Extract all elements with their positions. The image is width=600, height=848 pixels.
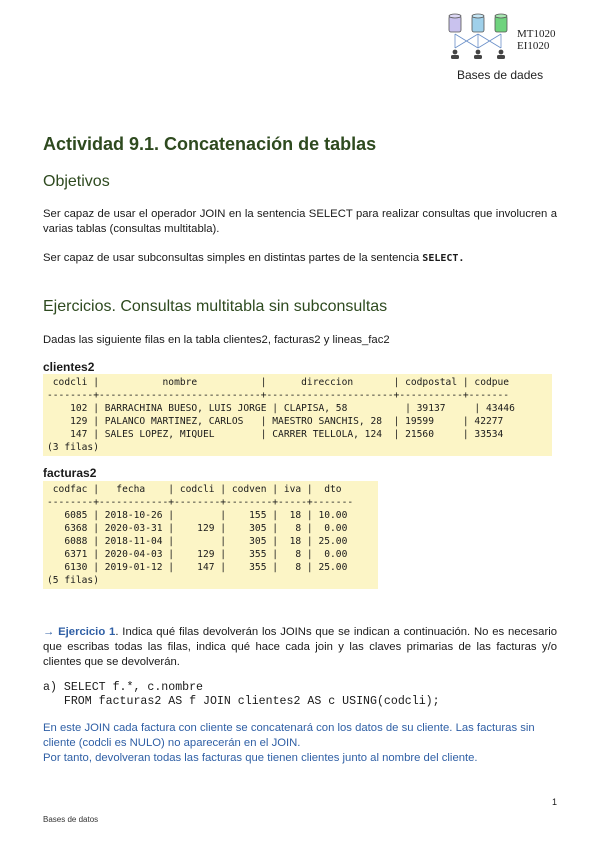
database-network-icon — [445, 12, 515, 64]
objetivo-2 — [43, 251, 557, 266]
page-footer: Bases de datos — [43, 815, 99, 824]
ejercicio-1-label: Ejercicio 1 — [58, 626, 116, 638]
user-icon — [497, 50, 505, 59]
arrow-icon: → — [43, 626, 55, 638]
answer-paragraph-2: Por tanto, devolveran todas las facturas que tienen clientes junto al nombre del cliente. — [43, 752, 478, 764]
answer-paragraph-1: En este JOIN cada factura con cliente se concatenará con los datos de su cliente. Las facturas sin cliente (codcli es NULO) no aparecerán en el JOIN. — [43, 722, 535, 749]
ejercicios-heading: Ejercicios. Consultas multitabla sin subconsultas — [43, 298, 388, 315]
user-icon — [451, 50, 459, 59]
objetivo-2-code: SELECT. — [422, 253, 465, 264]
facturas2-label: facturas2 — [43, 466, 97, 480]
page-title: Actividad 9.1. Concatenación de tablas — [43, 134, 377, 154]
facturas2-table: codfac | fecha | codcli | codven | iva | dto --------+------------+--------+--------+-----+------- 6085 | 2018-10-26 | | 155 | 18 | 10.00 6368 | 2020-03-31 | 129 | 305 | 8 | 0.00 6088 | 2018-11-04 | | 305 | 18 | 25.00 6371 | 2020-04-03 | 129 | 355 | 8 | 0.00 6130 | 2019-01-12 | 147 | 355 | 8 | 25.00 (5 filas) — [43, 481, 378, 589]
sql-query-a: a) SELECT f.*, c.nombre FROM facturas2 AS f JOIN clientes2 AS c USING(codcli); — [43, 681, 440, 708]
page-number: 1 — [552, 797, 558, 807]
ejercicio-1-text: . Indica qué filas devolverán los JOINs que se indican a continuación. No es necesario que escribas todas las filas, indica qué hace cada join y las claves primarias de las facturas y/o clientes que se devolverán. — [43, 626, 557, 668]
logo-caption: Bases de dades — [457, 68, 544, 82]
clientes2-table: codcli | nombre | direccion | codpostal | codpue --------+----------------------------+----------------------+-----------+------- 102 | BARRACHINA BUESO, LUIS JORGE | CLAPISA, 58 | 39137 | 43446 129 | PALANCO MARTINEZ, CARLOS | MAESTRO SANCHIS, 28 | 19599 | 42277 147 | SALES LOPEZ, MIQUEL | CARRER TELLOLA, 124 | 21560 | 33534 (3 filas) — [43, 374, 552, 456]
database-icon — [472, 14, 484, 32]
database-icon — [449, 14, 461, 32]
course-code-ei: EI1020 — [517, 40, 550, 52]
course-code-mt: MT1020 — [517, 28, 556, 40]
clientes2-label: clientes2 — [43, 360, 95, 374]
objetivo-1: Ser capaz de usar el operador JOIN en la sentencia SELECT para realizar consultas que involucren a varias tablas (consultas multitabla). — [43, 208, 557, 235]
objetivos-heading: Objetivos — [43, 173, 110, 190]
user-icon — [474, 50, 482, 59]
database-icon — [495, 14, 507, 32]
course-logo — [445, 12, 565, 82]
ejercicios-intro: Dadas las siguiente filas en la tabla clientes2, facturas2 y lineas_fac2 — [43, 334, 390, 346]
ejercicio-1-statement — [43, 625, 557, 670]
objetivo-2-text: Ser capaz de usar subconsultas simples en distintas partes de la sentencia — [43, 252, 423, 264]
